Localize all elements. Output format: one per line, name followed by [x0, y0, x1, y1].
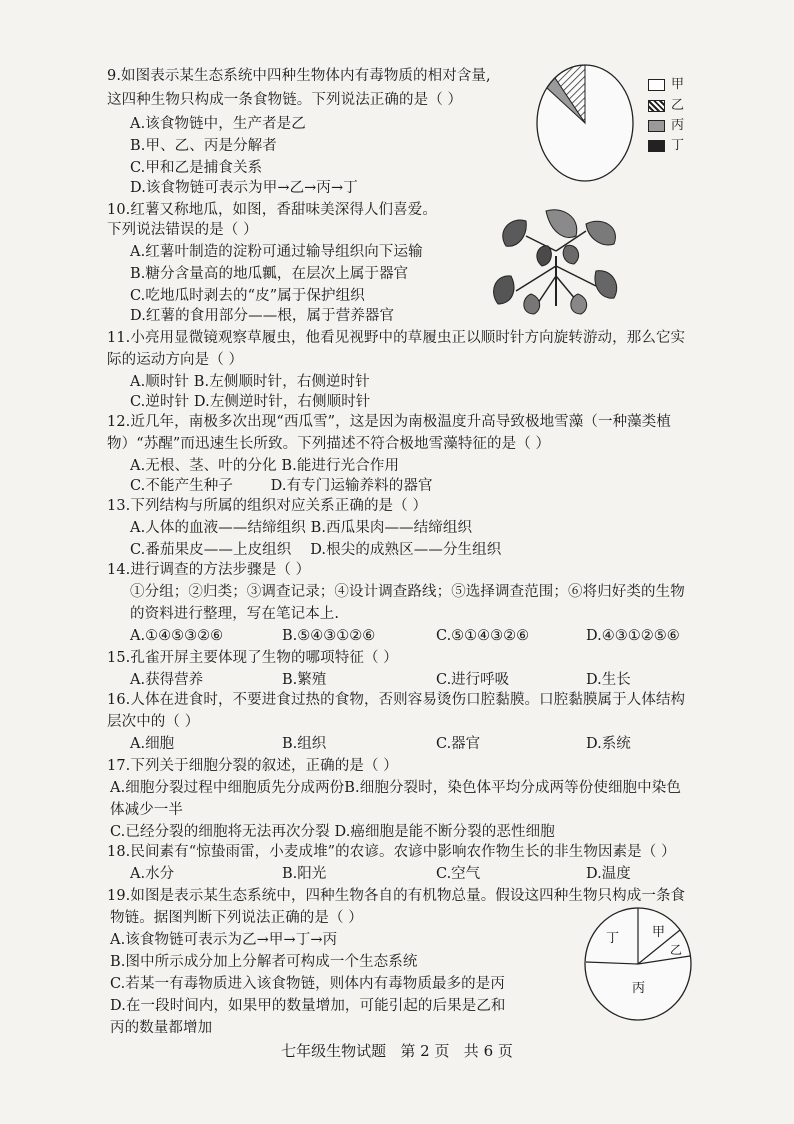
q9-option-b: B.甲、乙、丙是分解者 [130, 138, 277, 154]
q19-option-d-line1: D.在一段时间内，如果甲的数量增加，可能引起的后果是乙和 [110, 998, 506, 1014]
q13-options-cd: C.番茄果皮——上皮组织 D.根尖的成熟区——分生组织 [130, 542, 502, 558]
q12-options-cd: C.不能产生种子 D.有专门运输养料的器官 [130, 478, 433, 494]
q19-option-b: B.图中所示成分加上分解者可构成一个生态系统 [110, 954, 418, 970]
q9-pie-chart [535, 62, 635, 184]
q18-stem: 18.民间素有“惊蛰雨雷，小麦成堆”的农谚。农谚中影响农作物生长的非生物因素是（ ） [107, 844, 676, 860]
q14-option-d: D.④③①②⑤⑥ [586, 628, 680, 644]
q17-options-ab-line1: A.细胞分裂过程中细胞质先分成两份B.细胞分裂时，染色体平均分成两等份使细胞中染色 [110, 780, 681, 796]
q14-description-line1: ①分组；②归类；③调查记录；④设计调查路线；⑤选择调查范围；⑥将归好类的生物 [130, 584, 685, 600]
q16-stem-line1: 16.人体在进食时，不要进食过热的食物，否则容易烫伤口腔黏膜。口腔黏膜属于人体结构 [107, 692, 686, 708]
q17-options-cd: C.已经分裂的细胞将无法再次分裂 D.癌细胞是能不断分裂的恶性细胞 [110, 824, 555, 840]
q18-option-a: A.水分 [130, 866, 175, 882]
q10-stem-line1: 10.红薯又称地瓜，如图，香甜味美深得人们喜爱。 [107, 202, 437, 218]
q16-stem-line2: 层次中的（ ） [107, 714, 200, 730]
q19-option-a: A.该食物链可表示为乙→甲→丁→丙 [110, 932, 338, 948]
q19-stem-line2: 物链。据图判断下列说法正确的是（ ） [110, 910, 363, 926]
q15-option-a: A.获得营养 [130, 672, 204, 688]
q13-options-ab: A.人体的血液——结缔组织 B.西瓜果肉——结缔组织 [130, 520, 473, 536]
q14-option-c: C.⑤①④③②⑥ [436, 628, 530, 644]
q12-options-ab: A.无根、茎、叶的分化 B.能进行光合作用 [130, 458, 400, 474]
q13-stem: 13.下列结构与所属的组织对应关系正确的是（ ） [107, 498, 428, 514]
q10-option-b: B.糖分含量高的地瓜瓤，在层次上属于器官 [130, 266, 409, 282]
q12-stem-line1: 12.近几年，南极多次出现“西瓜雪”，这是因为南极温度升高导致极地雪藻（一种藻类植 [107, 414, 671, 430]
q19-stem-line1: 19.如图是表示某生态系统中，四种生物各自的有机物总量。假设这四种生物只构成一条食 [107, 888, 686, 904]
page-footer: 七年级生物试题 第 2 页 共 6 页 [281, 1042, 513, 1060]
q9-stem-line1: 9.如图表示某生态系统中四种生物体内有毒物质的相对含量, [107, 68, 491, 84]
q10-stem-line2: 下列说法错误的是（ ） [107, 222, 258, 238]
q9-stem-line2: 这四种生物只构成一条食物链。下列说法正确的是（ ） [107, 92, 463, 108]
q19-pie-label-ding: 丁 [606, 931, 620, 946]
q9-option-d: D.该食物链可表示为甲→乙→丙→丁 [130, 180, 358, 196]
q18-option-d: D.温度 [586, 866, 631, 882]
q11-stem-line1: 11.小亮用显微镜观察草履虫，他看见视野中的草履虫正以顺时针方向旋转游动，那么它实 [107, 330, 686, 346]
q16-option-d: D.系统 [586, 736, 631, 752]
q14-option-b: B.⑤④③①②⑥ [282, 628, 376, 644]
q15-option-c: C.进行呼吸 [436, 672, 510, 688]
q18-option-b: B.阳光 [282, 866, 327, 882]
q9-legend-item-bing: 丙 [648, 119, 684, 134]
q9-legend-item-yi: 乙 [648, 99, 684, 114]
q14-stem: 14.进行调查的方法步骤是（ ） [107, 562, 311, 578]
q10-option-c: C.吃地瓜时剥去的“皮”属于保护组织 [130, 288, 365, 304]
q19-pie-label-jia: 甲 [652, 925, 666, 940]
q11-options-ab: A.顺时针 B.左侧顺时针，右侧逆时针 [130, 374, 370, 390]
q17-options-ab-line2: 体减少一半 [110, 802, 183, 818]
q11-options-cd: C.逆时针 D.左侧逆时针，右侧顺时针 [130, 394, 371, 410]
q14-description-line2: 的资料进行整理，写在笔记本上. [130, 606, 340, 622]
q16-option-c: C.器官 [436, 736, 481, 752]
q16-option-a: A.细胞 [130, 736, 175, 752]
q18-option-c: C.空气 [436, 866, 481, 882]
q19-pie-label-bing: 丙 [632, 981, 646, 996]
q10-option-a: A.红薯叶制造的淀粉可通过输导组织向下运输 [130, 244, 423, 260]
q19-option-c: C.若某一有毒物质进入该食物链，则体内有毒物质最多的是丙 [110, 976, 505, 992]
q9-legend-item-jia: 甲 [648, 78, 684, 93]
q9-option-c: C.甲和乙是捕食关系 [130, 160, 263, 176]
q15-option-b: B.繁殖 [282, 672, 327, 688]
q14-option-a: A.①④⑤③②⑥ [130, 628, 224, 644]
q11-stem-line2: 际的运动方向是（ ） [107, 352, 244, 368]
q9-option-a: A.该食物链中，生产者是乙 [130, 116, 306, 132]
q10-option-d: D.红薯的食用部分——根，属于营养器官 [130, 308, 395, 324]
q15-option-d: D.生长 [586, 672, 631, 688]
q16-option-b: B.组织 [282, 736, 327, 752]
q12-stem-line2: 物）“苏醒”而迅速生长所致。下列描述不符合极地雪藻特征的是（ ） [107, 436, 551, 452]
q19-pie-chart [582, 906, 694, 1022]
q15-stem: 15.孔雀开屏主要体现了生物的哪项特征（ ） [107, 650, 398, 666]
q17-stem: 17.下列关于细胞分裂的叙述，正确的是（ ） [107, 758, 398, 774]
sweet-potato-plant-illustration [486, 206, 624, 316]
q19-pie-label-yi: 乙 [670, 943, 683, 957]
q9-legend-item-ding: 丁 [648, 139, 684, 154]
q19-option-d-line2: 丙的数量都增加 [110, 1020, 213, 1036]
